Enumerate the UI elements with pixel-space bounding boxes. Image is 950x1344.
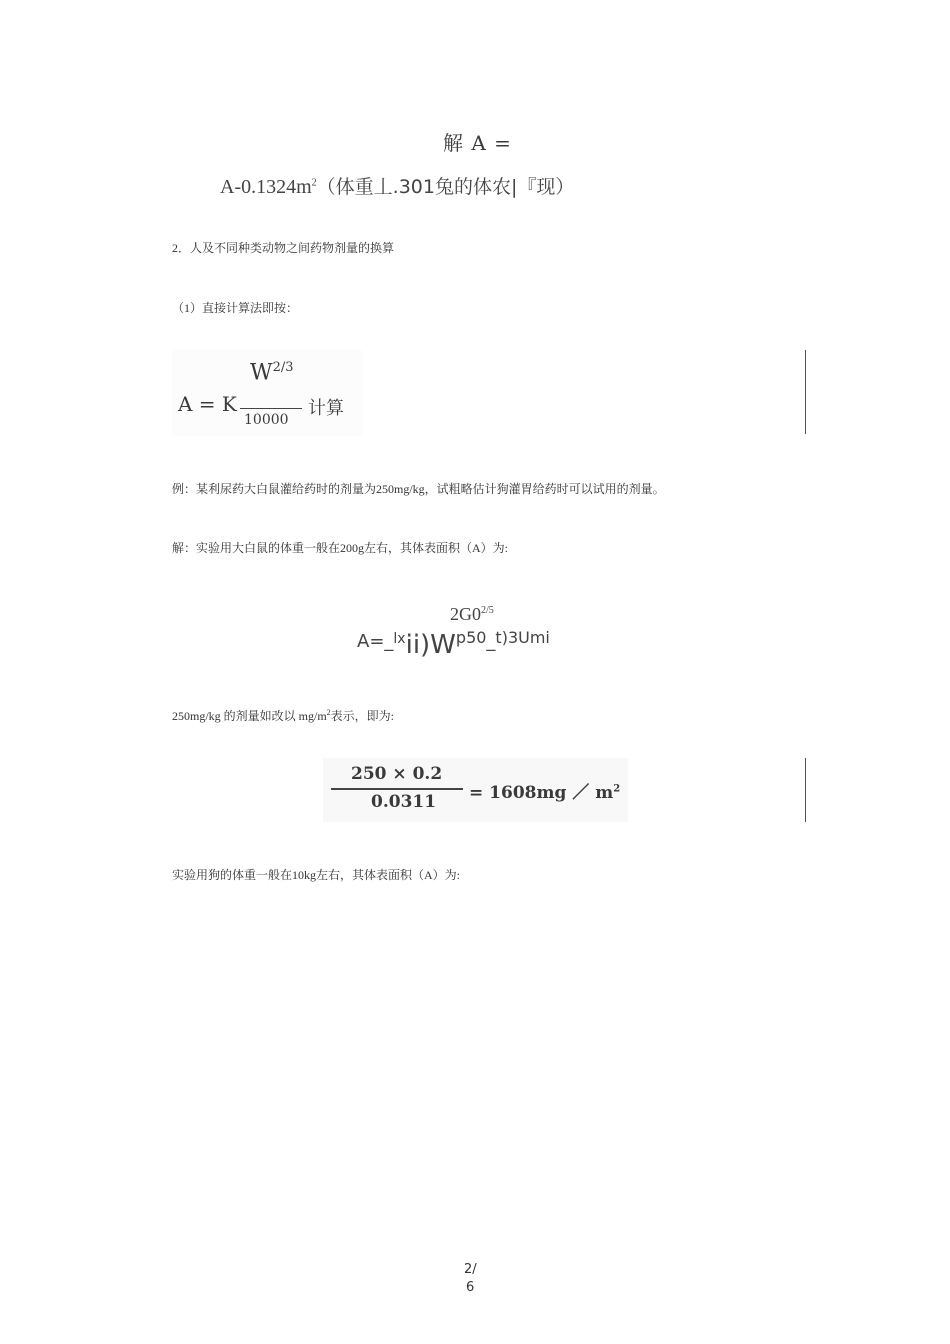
conversion-text <box>172 707 394 724</box>
formula-3 <box>323 758 628 822</box>
formula2-g: t)3Umi <box>495 628 550 647</box>
formula2-top <box>450 604 494 625</box>
formula1-numerator <box>250 360 294 385</box>
formula2-top-text: 2G0 <box>450 604 481 624</box>
conversion-text-pre: 250mg/kg 的剂量如改以 mg/m <box>172 709 327 723</box>
dog-text: 实验用狗的体重一般在10kg左右，其体表面积（A）为: <box>172 868 461 882</box>
formula1-fraction-line <box>240 408 302 409</box>
formula1-lhs: A = K <box>178 392 237 416</box>
formula2-d: ii)W <box>405 630 456 660</box>
formula2-main <box>357 624 550 660</box>
header-formula: 解 A = <box>443 131 512 155</box>
method-heading: （1）直接计算法即按： <box>172 301 299 315</box>
result-sup: 2 <box>311 177 317 189</box>
conversion-sup: 2 <box>326 708 331 717</box>
right-margin-bar-1 <box>805 350 806 434</box>
page-number-top: 2/ <box>464 1262 477 1277</box>
formula3-result <box>469 778 620 803</box>
formula3-denominator: 0.0311 <box>371 792 437 812</box>
example-text: 例：某利尿药大白鼠灌给药时的剂量为250mg/kg，试粗略估计狗灌胃给药时可以试用的剂量。 <box>172 482 665 496</box>
formula1-suffix: 计算 <box>308 398 344 419</box>
formula2-b: _ <box>384 631 394 652</box>
formula3-numerator: 250 × 0.2 <box>351 764 443 784</box>
formula3-result-sup: 2 <box>613 783 621 795</box>
formula-1 <box>172 350 362 436</box>
formula2-c: lx <box>393 631 406 647</box>
formula1-numerator-base: W <box>250 360 273 386</box>
result-line <box>220 172 574 199</box>
formula2-e: p50 <box>455 628 487 647</box>
formula3-result-text: = 1608mg ／ m <box>469 783 614 803</box>
page-number-bottom: 6 <box>466 1280 475 1295</box>
formula-2 <box>355 600 615 670</box>
section-heading: 2．人及不同种类动物之间药物剂量的换算 <box>172 241 395 255</box>
solution-text: 解：实验用大白鼠的体重一般在200g左右，其体表面积（A）为: <box>172 541 509 555</box>
right-margin-bar-2 <box>805 758 806 822</box>
conversion-text-post: 表示，即为: <box>330 709 395 723</box>
result-tail: （体重丄.301兔的体农|『现） <box>316 176 575 198</box>
formula2-a: A= <box>357 631 385 652</box>
formula2-f: _ <box>486 631 496 652</box>
formula1-denominator: 10000 <box>244 412 289 428</box>
result-main: A-0.1324m <box>220 176 312 198</box>
formula2-top-sup: 2/5 <box>481 605 494 616</box>
formula3-fraction-line <box>331 788 463 790</box>
formula1-numerator-exp: 2/3 <box>272 360 294 375</box>
